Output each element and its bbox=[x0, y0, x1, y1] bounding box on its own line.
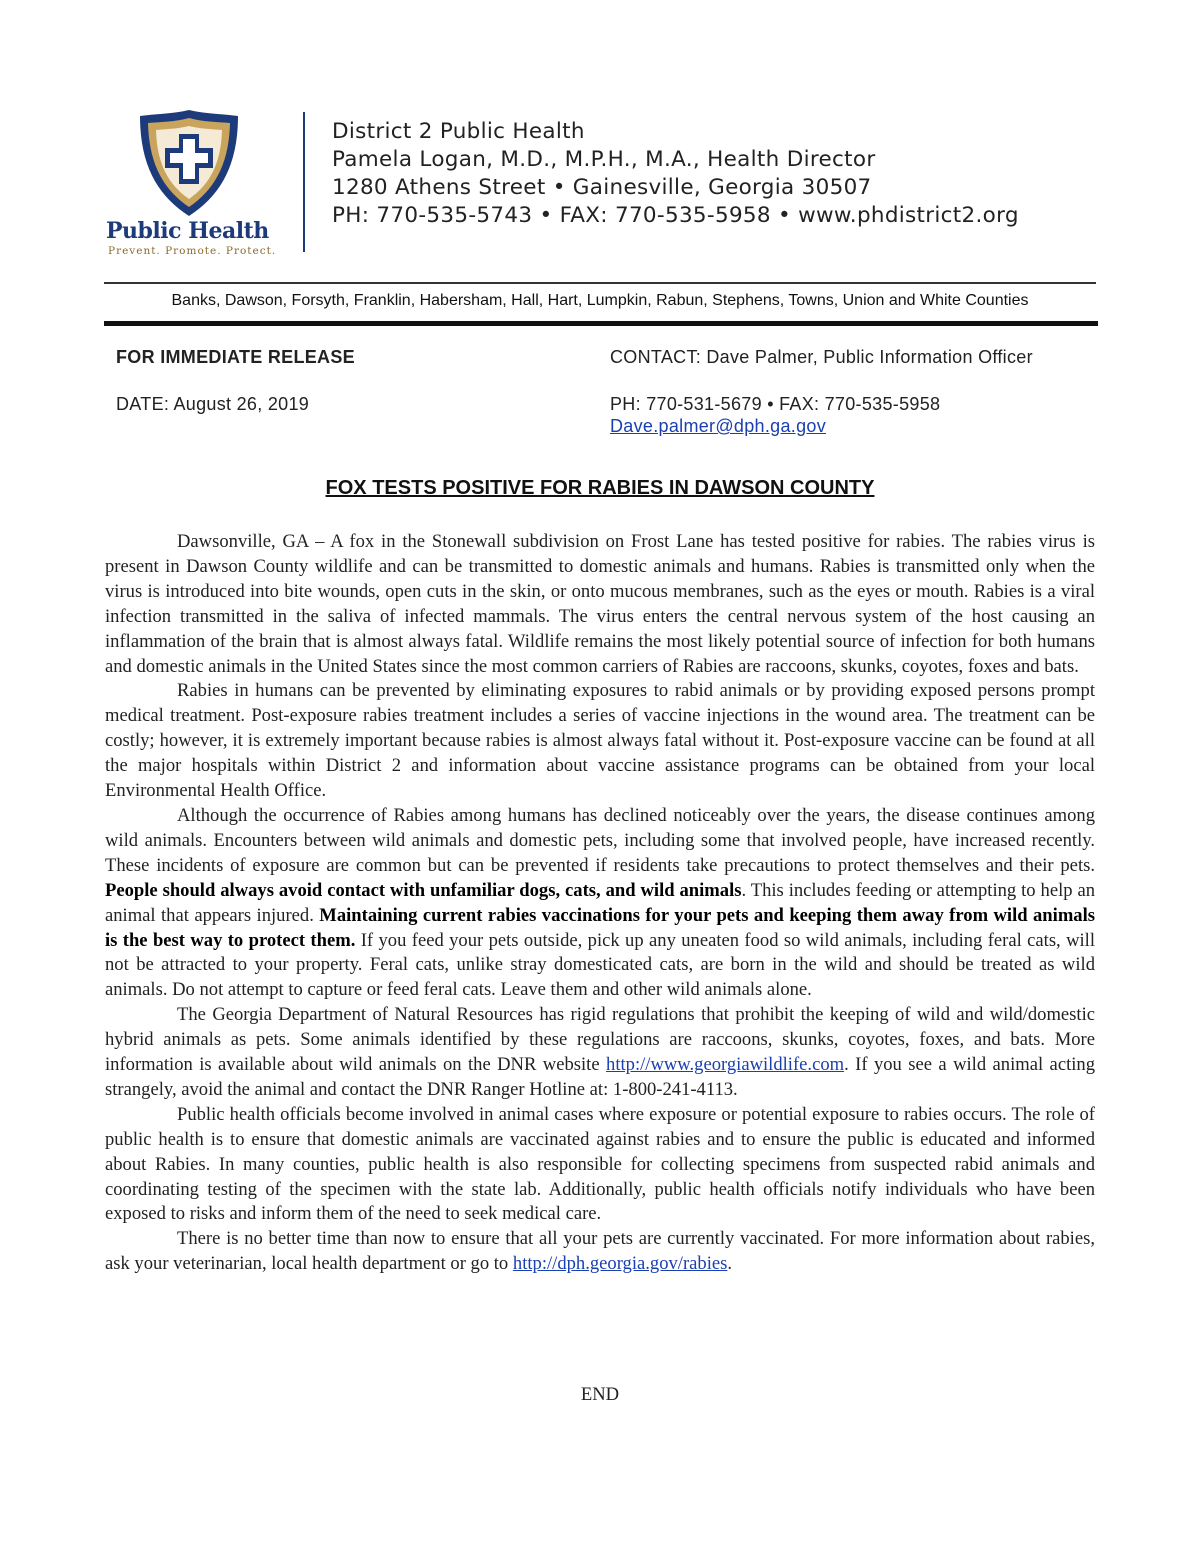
org-contact-line: PH: 770-535-5743 • FAX: 770-535-5958 • www.phdistrict2.org bbox=[332, 203, 1019, 228]
public-health-logo bbox=[104, 108, 284, 258]
contact-person: CONTACT: Dave Palmer, Public Information Officer bbox=[610, 347, 1033, 367]
paragraph bbox=[105, 679, 1095, 804]
paragraph: Dawsonville, GA – A fox in the Stonewall subdivision on Frost Lane has tested positive for rabies. The rabies virus is present in Dawson County wildlife and can be transmitted to domestic animals and humans. Rabies is transmitted only when the virus is introduced into bite wounds, open cuts in the skin, or onto mucous membranes, such as the eyes or mouth. Rabies is a viral infection transmitted in the saliva of infected mammals. The virus enters the central nervous system of the host causing an inflammation of the brain that is almost always fatal. Wildlife remains the most likely potential source of infection for both humans and domestic animals in the United States since the most common carriers of Rabies are raccoons, skunks, coyotes, foxes and bats. bbox=[105, 531, 1095, 677]
bold-advice: Maintaining current rabies vaccinations for your pets and keeping them away from wild animals is the best way to protect them. bbox=[105, 904, 1096, 951]
counties-list: Banks, Dawson, Forsyth, Franklin, Habersham, Hall, Hart, Lumpkin, Rabun, Stephens, Towns, Union and White Counties bbox=[171, 292, 1029, 309]
dnr-website-link[interactable]: http://www.georgiawildlife.com bbox=[606, 1054, 845, 1076]
letterhead-divider bbox=[303, 112, 305, 252]
paragraph-text: There is no better time than now to ensure that all your pets are currently vaccinated. For more information about rabies, ask your veterinarian, local health department or go to bbox=[105, 1228, 1095, 1275]
shield-cross-icon bbox=[136, 108, 242, 218]
dph-rabies-link[interactable]: http://dph.georgia.gov/rabies bbox=[512, 1253, 728, 1275]
paragraph-text: Although the occurrence of Rabies among humans has declined noticeably over the years, the disease continues among wild animals. Encounters between wild animals and domestic pets, including some that involved people, have increased recently. These incidents of exposure are common but can be prevented if residents take precautions to protect themselves and their pets. bbox=[105, 804, 1095, 876]
end-marker: END bbox=[580, 1384, 620, 1405]
logo-tagline: Prevent. Promote. Protect. bbox=[108, 245, 277, 257]
header-rule-thick bbox=[104, 321, 1098, 326]
release-date: DATE: August 26, 2019 bbox=[116, 394, 310, 414]
paragraph bbox=[105, 804, 1095, 1003]
paragraph-text: . bbox=[727, 1253, 733, 1275]
paragraph-text: . If you see a wild animal acting strangely, avoid the animal and contact the DNR Ranger Hotline at: 1-800-241-4113. bbox=[105, 1054, 1095, 1100]
org-name: District 2 Public Health bbox=[332, 119, 585, 144]
contact-email-link[interactable]: Dave.palmer@dph.ga.gov bbox=[610, 416, 826, 436]
article-body bbox=[105, 530, 1095, 1277]
contact-phone: PH: 770-531-5679 • FAX: 770-535-5958 bbox=[610, 394, 941, 414]
paragraph-text: . This includes feeding or attempting to help an animal that appears injured. bbox=[105, 879, 1096, 926]
org-address: 1280 Athens Street • Gainesville, Georgia 30507 bbox=[332, 175, 872, 200]
headline: FOX TESTS POSITIVE FOR RABIES IN DAWSON COUNTY bbox=[325, 477, 875, 499]
paragraph: Public health officials become involved in animal cases where exposure or potential exposure to rabies occurs. The role of public health is to ensure that domestic animals are vaccinated against rabies and to ensure the public is educated and informed about Rabies. In many counties, public health is also responsible for collecting specimens from suspected rabid animals and coordinating testing of the specimen with the state lab. Additionally, public health officials notify individuals who have been exposed to risks and inform them of the need to seek medical care. bbox=[105, 1103, 1095, 1225]
release-label: FOR IMMEDIATE RELEASE bbox=[116, 347, 355, 367]
paragraph bbox=[105, 1003, 1095, 1103]
header-rule-thin bbox=[104, 282, 1096, 284]
paragraph bbox=[105, 1227, 1095, 1277]
bold-warning: People should always avoid contact with unfamiliar dogs, cats, and wild animals bbox=[105, 879, 742, 901]
paragraph-text: If you feed your pets outside, pick up any uneaten food so wild animals, including feral cats, will not be attracted to your property. Feral cats, unlike stray domesticated cats, are born in the wild and should be treated as wild animals. Do not attempt to capture or feed feral cats. Leave them and other wild animals alone. bbox=[105, 929, 1095, 1001]
letterhead-address-block bbox=[332, 118, 1019, 230]
paragraph-text: The Georgia Department of Natural Resources has rigid regulations that prohibit the keeping of wild and wild/domestic hybrid animals as pets. Some animals identified by these regulations are raccoons, skunks, coyotes, foxes, and bats. More information is available about wild animals on the DNR website bbox=[105, 1004, 1095, 1076]
paragraph-text: Rabies in humans can be prevented by eliminating exposures to rabid animals or by providing exposed persons prompt medical treatment. Post-exposure rabies treatment includes a series of vaccine injections in the wound area. The treatment can be costly; however, it is extremely important because rabies is almost always fatal without it. Post-exposure vaccine can be found at all the major hospitals within District 2 and information about vaccine assistance programs can be obtained from your local Environmental Health Office. bbox=[105, 680, 1095, 802]
health-director: Pamela Logan, M.D., M.P.H., M.A., Health Director bbox=[332, 147, 876, 172]
logo-wordmark: Public Health bbox=[106, 218, 269, 244]
